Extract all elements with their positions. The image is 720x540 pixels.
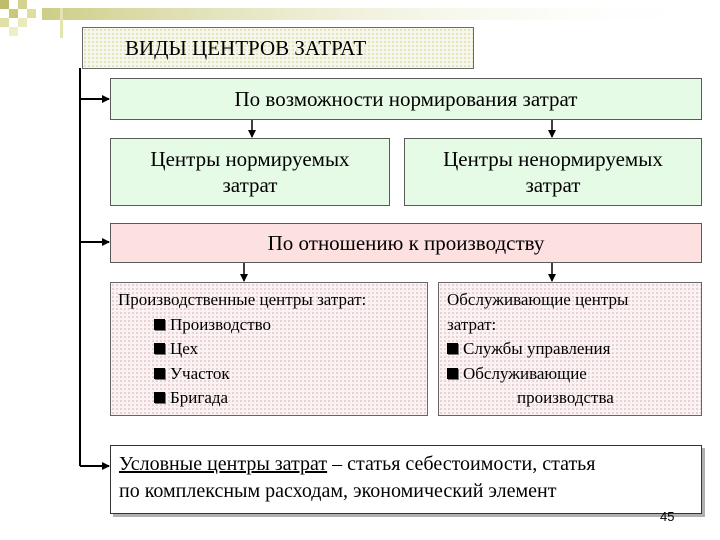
list-item-continuation: производства (517, 388, 614, 407)
slide-title (82, 27, 474, 69)
list-item: Обслуживающие (447, 362, 628, 387)
conditional-centers-box (110, 445, 702, 514)
normed-centers-line1: Центры нормируемых (150, 147, 350, 171)
square-bullet-icon (447, 343, 458, 354)
list-item: Службы управления (447, 337, 628, 362)
production-heading: Производственные центры затрат: (118, 290, 367, 309)
list-item: Производство (118, 313, 366, 338)
conditional-centers-term: Условные центры затрат (119, 453, 328, 475)
service-heading-line2: затрат: (447, 314, 497, 334)
section2-header-text: По отношению к производству (267, 230, 545, 255)
square-bullet-icon (154, 319, 165, 330)
square-bullet-icon (447, 368, 458, 379)
section1-header (110, 78, 702, 120)
square-bullet-icon (154, 392, 165, 403)
page-number: 45 (660, 509, 675, 524)
square-bullet-icon (154, 368, 165, 379)
production-centers-box (110, 282, 428, 416)
section1-header-text: По возможности нормирования затрат (234, 86, 578, 111)
square-bullet-icon (154, 343, 165, 354)
conditional-centers-line1: – статья себестоимости, статья (327, 453, 596, 475)
list-item: Цех (118, 337, 366, 362)
list-item: Бригада (118, 386, 366, 411)
normed-centers-line2: затрат (222, 173, 278, 197)
unnormed-centers-box (404, 138, 702, 206)
service-centers-box (438, 282, 702, 416)
slide-title-text: ВИДЫ ЦЕНТРОВ ЗАТРАТ (125, 35, 367, 60)
conditional-centers-line2: по комплексным расходам, экономический элемент (119, 480, 557, 502)
service-heading-line1: Обслуживающие центры (447, 290, 629, 309)
list-item: Участок (118, 362, 366, 387)
section2-header (110, 223, 702, 263)
normed-centers-box (110, 138, 390, 206)
unnormed-centers-line1: Центры ненормируемых (443, 147, 663, 171)
unnormed-centers-line2: затрат (525, 173, 581, 197)
